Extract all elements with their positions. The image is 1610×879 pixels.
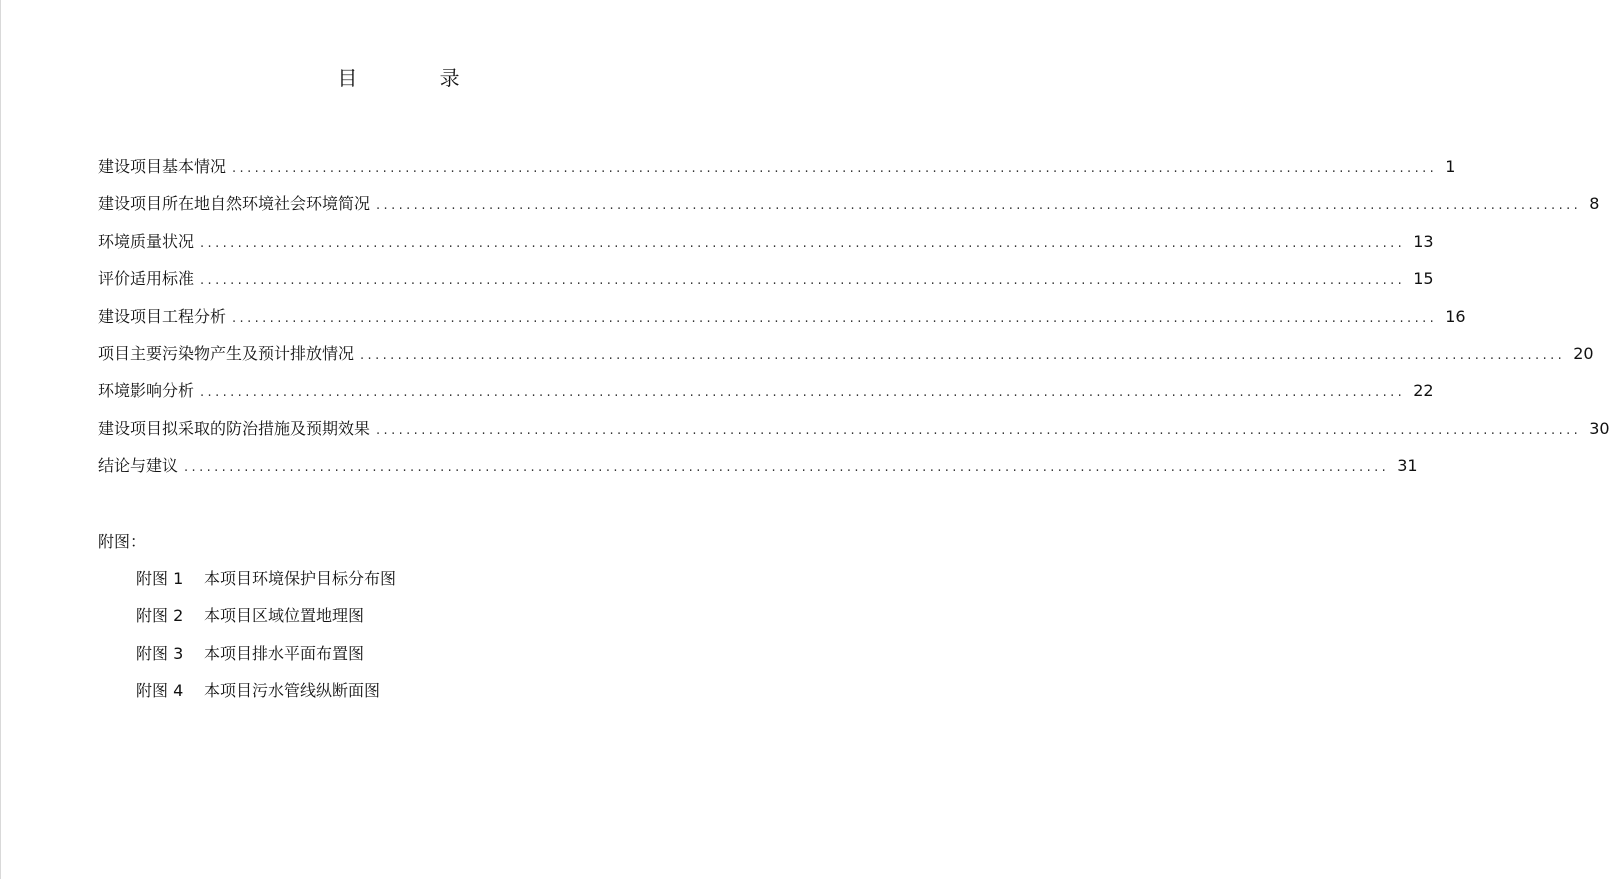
toc-entry-page-number: 30	[1589, 418, 1610, 438]
toc-entry-page-number: 13	[1413, 231, 1434, 251]
toc-dot-leader: ................................................................................................................................................................	[200, 235, 1406, 251]
appendix-list	[136, 566, 396, 716]
page-title: 目 录	[337, 66, 498, 90]
appendix-item[interactable]	[136, 678, 396, 715]
toc-dot-leader: ................................................................................................................................................................	[376, 422, 1582, 438]
table-of-contents	[98, 154, 1610, 491]
toc-dot-leader: ................................................................................................................................................................	[376, 198, 1582, 214]
appendix-item-label: 附图 2	[136, 606, 184, 626]
toc-entry[interactable]	[98, 453, 1418, 490]
toc-entry-page-number: 22	[1413, 381, 1434, 401]
toc-entry[interactable]	[98, 341, 1594, 378]
toc-entry-page-number: 15	[1413, 269, 1434, 289]
toc-entry[interactable]	[98, 266, 1434, 303]
toc-entry[interactable]	[98, 191, 1600, 228]
toc-dot-leader: ................................................................................................................................................................	[200, 273, 1406, 289]
appendix-item[interactable]	[136, 641, 396, 678]
toc-entry-page-number: 1	[1445, 157, 1456, 176]
toc-entry-label: 建设项目所在地自然环境社会环境简况	[98, 194, 371, 214]
appendix-item[interactable]	[136, 603, 396, 640]
toc-entry-label: 评价适用标准	[98, 269, 195, 289]
appendix-item-title: 本项目排水平面布置图	[204, 643, 365, 663]
toc-entry-label: 建设项目工程分析	[98, 306, 227, 326]
toc-entry-label: 建设项目基本情况	[98, 157, 227, 176]
toc-dot-leader: ................................................................................................................................................................	[232, 310, 1438, 326]
toc-entry-label: 环境质量状况	[98, 231, 195, 251]
toc-entry-label: 环境影响分析	[98, 381, 195, 401]
toc-entry[interactable]	[98, 416, 1610, 453]
appendix-item-title: 本项目污水管线纵断面图	[204, 681, 381, 701]
toc-entry-label: 项目主要污染物产生及预计排放情况	[98, 343, 355, 363]
toc-entry-label: 建设项目拟采取的防治措施及预期效果	[98, 418, 371, 438]
appendix-item-title: 本项目环境保护目标分布图	[204, 569, 397, 588]
appendix-heading: 附图：	[98, 532, 147, 551]
appendix-item-label: 附图 3	[136, 643, 184, 663]
toc-entry[interactable]	[98, 154, 1456, 191]
toc-entry-page-number: 20	[1573, 343, 1594, 363]
toc-entry[interactable]	[98, 378, 1434, 415]
toc-dot-leader: ................................................................................................................................................................	[200, 385, 1406, 401]
toc-entry-page-number: 31	[1397, 456, 1418, 476]
appendix-item-label: 附图 4	[136, 681, 184, 701]
toc-dot-leader: ................................................................................................................................................................	[360, 347, 1566, 363]
appendix-item[interactable]	[136, 566, 396, 603]
toc-entry-page-number: 8	[1589, 194, 1600, 214]
toc-dot-leader: ................................................................................................................................................................	[232, 161, 1438, 176]
appendix-item-label: 附图 1	[136, 569, 184, 588]
toc-entry[interactable]	[98, 304, 1466, 341]
toc-dot-leader: ................................................................................................................................................................	[184, 460, 1390, 476]
toc-entry-label: 结论与建议	[98, 456, 179, 476]
toc-entry[interactable]	[98, 229, 1434, 266]
toc-entry-page-number: 16	[1445, 306, 1466, 326]
appendix-item-title: 本项目区域位置地理图	[204, 606, 365, 626]
